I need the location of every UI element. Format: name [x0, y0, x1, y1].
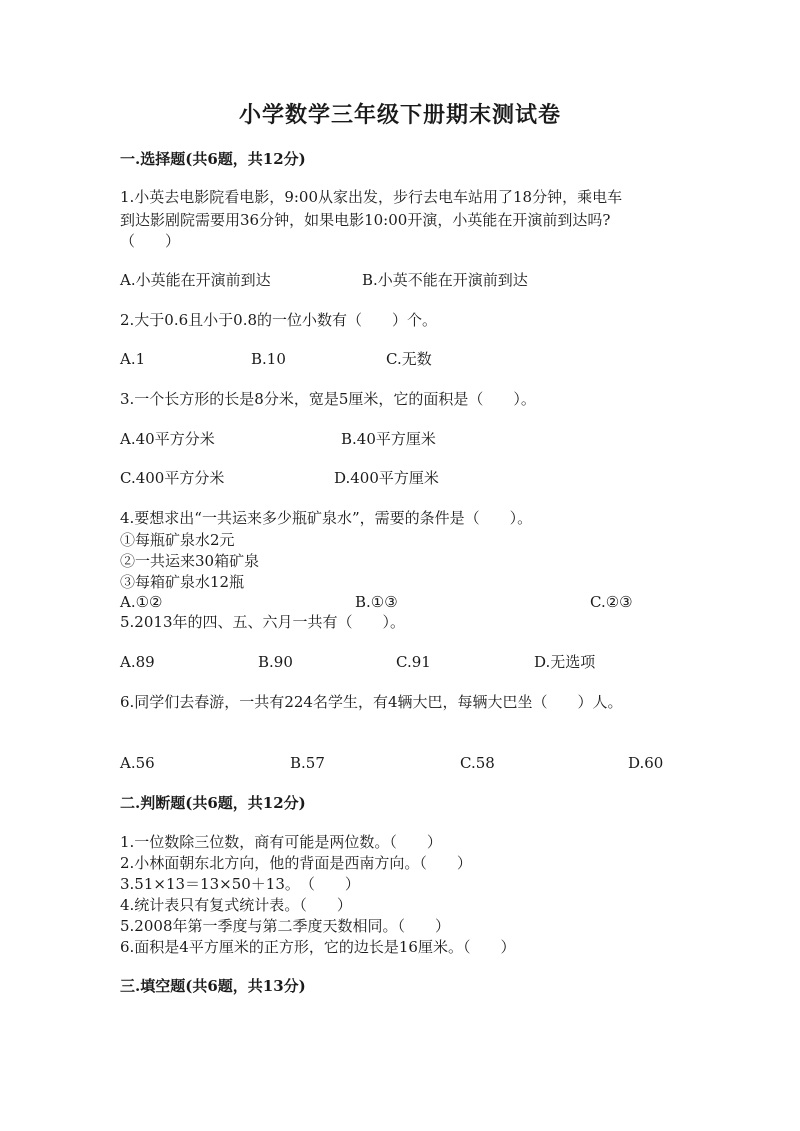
question-5-option-a: A.89 — [120, 653, 155, 671]
question-4-option-b: B.①③ — [355, 593, 398, 611]
question-3-option-a: A.40平方分米 — [120, 430, 215, 448]
question-4-option-c: C.②③ — [590, 593, 633, 611]
question-6-option-b: B.57 — [290, 754, 325, 772]
question-1-line-1: 1.小英去电影院看电影，9:00从家出发，步行去电车站用了18分钟，乘电车 — [120, 188, 623, 206]
question-5-text: 5.2013年的四、五、六月一共有（ ）。 — [120, 613, 405, 631]
question-3-text: 3.一个长方形的长是8分米，宽是5厘米，它的面积是（ ）。 — [120, 390, 536, 408]
section-heading-fill: 三.填空题(共6题，共13分) — [120, 977, 306, 995]
question-5-option-c: C.91 — [396, 653, 431, 671]
question-2-option-b: B.10 — [251, 350, 286, 368]
section-heading-choice: 一.选择题(共6题，共12分) — [120, 150, 306, 168]
section-heading-judge: 二.判断题(共6题，共12分) — [120, 794, 306, 812]
question-1-line-3: （ ） — [120, 232, 181, 250]
question-4-condition-3: ③每箱矿泉水12瓶 — [120, 573, 245, 591]
question-2-option-a: A.1 — [120, 350, 146, 368]
judge-item-2: 2.小林面朝东北方向，他的背面是西南方向。（ ） — [120, 854, 472, 872]
page-title: 小学数学三年级下册期末测试卷 — [238, 102, 561, 128]
question-1-option-a: A.小英能在开演前到达 — [120, 271, 271, 289]
question-4-option-a: A.①② — [120, 593, 163, 611]
question-6-text: 6.同学们去春游，一共有224名学生，有4辆大巴，每辆大巴坐（ ）人。 — [120, 693, 623, 711]
question-4-condition-1: ①每瓶矿泉水2元 — [120, 531, 235, 549]
question-5-option-d: D.无选项 — [534, 653, 596, 671]
question-4-text: 4.要想求出“一共运来多少瓶矿泉水”，需要的条件是（ ）。 — [120, 509, 533, 527]
question-2-option-c: C.无数 — [386, 350, 432, 368]
question-2-text: 2.大于0.6且小于0.8的一位小数有（ ）个。 — [120, 311, 438, 329]
question-6-option-a: A.56 — [120, 754, 155, 772]
question-4-condition-2: ②一共运来30箱矿泉 — [120, 552, 260, 570]
question-3-option-c: C.400平方分米 — [120, 469, 225, 487]
judge-item-1: 1.一位数除三位数，商有可能是两位数。（ ） — [120, 833, 442, 851]
question-1-line-2: 到达影剧院需要用36分钟，如果电影10:00开演，小英能在开演前到达吗? — [120, 211, 611, 229]
judge-item-6: 6.面积是4平方厘米的正方形，它的边长是16厘米。（ ） — [120, 938, 516, 956]
question-3-option-d: D.400平方厘米 — [334, 469, 439, 487]
question-6-option-d: D.60 — [628, 754, 664, 772]
question-6-option-c: C.58 — [460, 754, 495, 772]
question-3-option-b: B.40平方厘米 — [341, 430, 436, 448]
judge-item-3: 3.51×13＝13×50＋13。 （ ） — [120, 875, 360, 893]
judge-item-5: 5.2008年第一季度与第二季度天数相同。（ ） — [120, 917, 450, 935]
question-5-option-b: B.90 — [258, 653, 293, 671]
question-1-option-b: B.小英不能在开演前到达 — [362, 271, 528, 289]
judge-item-4: 4.统计表只有复式统计表。（ ） — [120, 896, 352, 914]
